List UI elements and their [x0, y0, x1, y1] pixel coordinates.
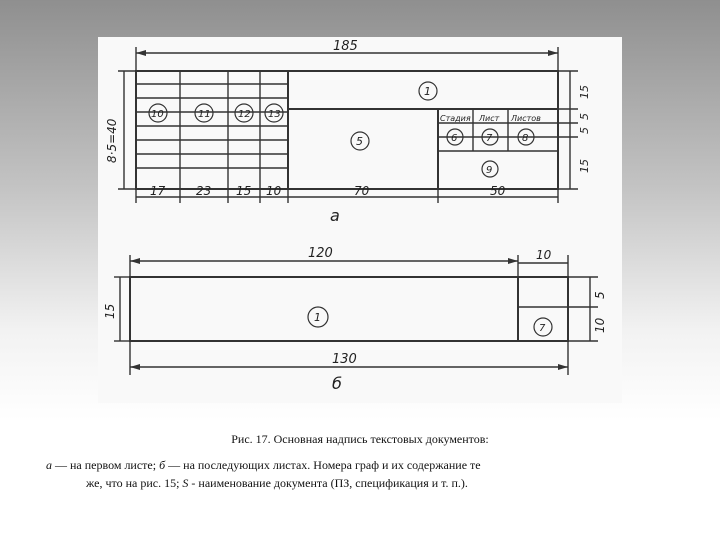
dim-130: 130: [332, 352, 357, 367]
dim-10-top-b: 10: [536, 248, 552, 262]
zone-12: 12: [238, 109, 251, 120]
header-sheets: Листов: [511, 114, 541, 123]
header-stage: Стадия: [440, 114, 471, 123]
dim-right-5-a: 5: [578, 113, 591, 120]
title-block-frame-b: [130, 277, 568, 341]
zone-5: 5: [356, 135, 363, 148]
desc-line2: [46, 474, 646, 492]
zone-13: 13: [268, 109, 281, 120]
dim-right-15-bottom: 15: [578, 159, 591, 173]
desc-a-letter: а: [46, 458, 52, 472]
figure-description: [46, 456, 646, 492]
dim-5-right-b: 5: [593, 291, 607, 299]
dim-10-right-b: 10: [593, 317, 607, 333]
dim-15: 15: [236, 184, 252, 198]
part-b-label: б: [332, 374, 342, 393]
header-sheet: Лист: [479, 114, 500, 123]
desc-line1-b: — на последующих листах. Номера граф и их содержание те: [165, 458, 481, 472]
zone-1: 1: [424, 85, 431, 98]
dim-10: 10: [266, 184, 282, 198]
title-block-drawing: [98, 37, 622, 403]
zone-6: 6: [451, 133, 458, 144]
drawing-svg: [98, 37, 622, 403]
desc-line2-a: же, что на рис. 15;: [86, 476, 183, 490]
dim-185: 185: [333, 39, 358, 54]
figure-caption: Рис. 17. Основная надпись текстовых документов:: [231, 432, 489, 446]
zone-7-b: 7: [539, 323, 546, 334]
zone-10: 10: [151, 109, 164, 120]
dim-right-5-b: 5: [578, 127, 591, 134]
desc-line1-a: — на первом листе;: [52, 458, 160, 472]
dim-70: 70: [354, 184, 370, 198]
dim-120: 120: [308, 246, 333, 261]
dim-left-height: 8·5=40: [105, 118, 119, 163]
dim-17: 17: [150, 184, 166, 198]
dim-23: 23: [196, 184, 212, 198]
zone-9: 9: [486, 165, 493, 176]
zone-7: 7: [486, 133, 493, 144]
zone-11: 11: [198, 109, 211, 120]
dim-50: 50: [490, 184, 506, 198]
dim-right-15-top: 15: [578, 85, 591, 99]
desc-b-letter: б: [159, 458, 166, 472]
desc-line2-b: - наименование документа (ПЗ, спецификация и т. п.).: [188, 476, 468, 490]
zone-1-b: 1: [314, 311, 321, 324]
desc-s-letter: S: [182, 476, 189, 490]
zone-8: 8: [522, 133, 529, 144]
part-a-label: а: [330, 206, 340, 225]
dim-15-left-b: 15: [103, 303, 117, 319]
